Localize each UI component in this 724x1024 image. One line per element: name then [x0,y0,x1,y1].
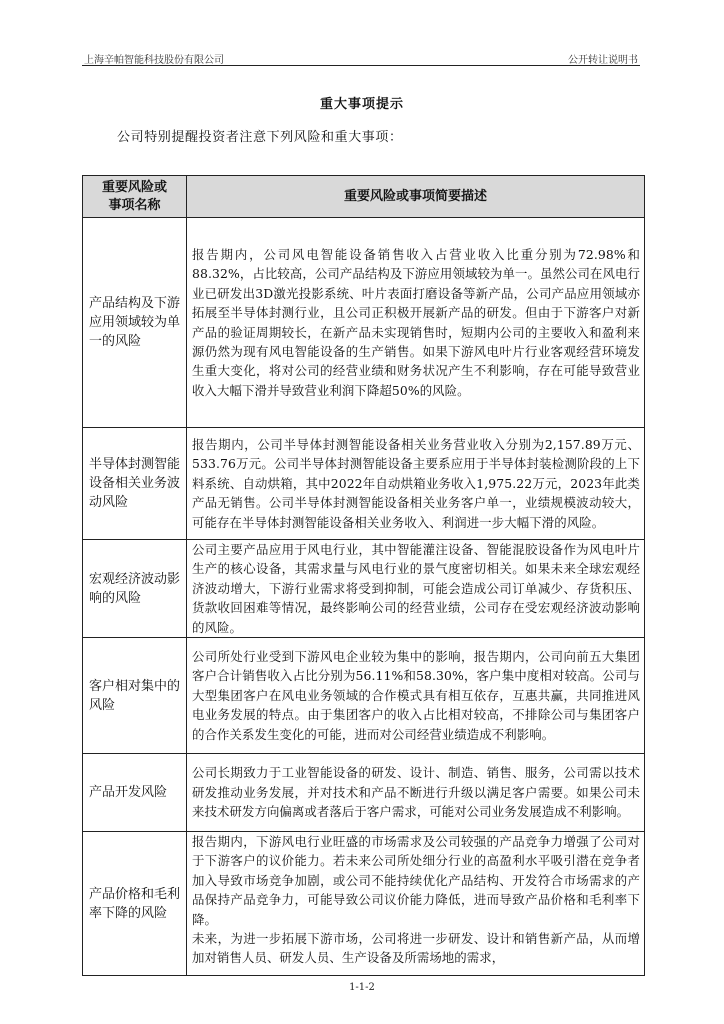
table-row [83,638,645,754]
header-document-type: 公开转让说明书 [568,55,638,66]
table-row [83,754,645,832]
risk-description-paragraph: 未来，为进一步拓展下游市场，公司将进一步研发、设计和销售新产品，从而增加对销售人员、研发人员、生产设备及所需场地的需求， [192,931,640,966]
column-header-risk-name-text: 重要风险或事项名称 [101,179,167,213]
risk-name-cell: 半导体封测智能设备相关业务波动风险 [83,428,187,540]
risk-description-paragraph: 公司所处行业受到下游风电企业较为集中的影响，报告期内，公司向前五大集团客户合计销售收入占比分别为56.11%和58.30%，客户集中度相对较高。公司与大型集团客户在风电业务领域的合作模式具有相互依存，互惠共赢，共同推进风电业务发展的特点。由于集团客户的收入占比相对较高，不排除公司与集团客户的合作关系发生变化的可能，进而对公司经营业绩造成不利影响。 [192,649,640,742]
risk-description-paragraph: 报告期内，下游风电行业旺盛的市场需求及公司较强的产品竞争力增强了公司对于下游客户的议价能力。若未来公司所处细分行业的高盈利水平吸引潜在竞争者加入导致市场竞争加剧，或公司不能持续优化产品结构、开发符合市场需求的产品保持产品竞争力，可能导致公司议价能力降低，进而导致产品价格和毛利率下降。 [192,834,640,927]
risk-description-cell [187,832,645,976]
risk-name-cell: 宏观经济波动影响的风险 [83,540,187,638]
risk-table [82,175,645,976]
risk-description-cell [187,638,645,754]
page-header [82,50,640,66]
table-row [83,218,645,428]
risk-description-paragraph: 公司长期致力于工业智能设备的研发、设计、制造、销售、服务，公司需以技术研发推动业务发展，并对技术和产品不断进行升级以满足客户需要。如果公司未来技术研发方向偏离或者落后于客户需求，可能对公司业务发展造成不利影响。 [192,765,640,820]
risk-name-cell: 客户相对集中的风险 [83,638,187,754]
risk-description-paragraph: 公司主要产品应用于风电行业，其中智能灌注设备、智能混胶设备作为风电叶片生产的核心设备，其需求量与风电行业的景气度密切相关。如果未来全球宏观经济波动增大，下游行业需求将受到抑制，可能会造成公司订单减少、存货积压、货款收回困难等情况，最终影响公司的经营业绩，公司存在受宏观经济波动影响的风险。 [192,542,640,635]
table-row [83,832,645,976]
page-number: 1-1-2 [349,982,375,993]
table-row [83,428,645,540]
column-header-risk-name [83,176,187,218]
risk-name-cell: 产品开发风险 [83,754,187,832]
risk-description-cell [187,218,645,428]
table-row [83,540,645,638]
risk-description-cell [187,540,645,638]
risk-description-cell [187,754,645,832]
column-header-risk-description: 重要风险或事项简要描述 [187,176,645,218]
risk-description-cell [187,428,645,540]
risk-description-paragraph: 报告期内，公司风电智能设备销售收入占营业收入比重分别为72.98%和88.32%，占比较高，公司产品结构及下游应用领域较为单一。虽然公司在风电行业已研发出3D激光投影系统、叶片表面打磨设备等新产品，公司产品应用领域亦拓展至半导体封测行业，且公司正积极开展新产品的研发。但由于下游客户对新产品的验证周期较长，在新产品未实现销售时，短期内公司的主要收入和盈利来源仍然为现有风电智能设备的生产销售。如果下游风电叶片行业客观经营环境发生重大变化，将对公司的经营业绩和财务状况产生不利影响，存在可能导致营业收入大幅下滑并导致营业利润下降超50%的风险。 [192,246,640,398]
table-header-row [83,176,645,218]
risk-description-paragraph: 报告期内，公司半导体封测智能设备相关业务营业收入分别为2,157.89万元、533.76万元。公司半导体封测智能设备主要系应用于半导体封装检测阶段的上下料系统、自动烘箱，其中2022年自动烘箱业务收入1,975.22万元，2023年此类产品无销售。公司半导体封测智能设备相关业务客户单一，业绩规模波动较大，可能存在半导体封测智能设备相关业务收入、利润进一步大幅下滑的风险。 [192,436,640,530]
intro-text: 公司特别提醒投资者注意下列风险和重大事项： [117,130,403,145]
risk-table-body [83,218,645,976]
risk-name-cell: 产品结构及下游应用领域较为单一的风险 [83,218,187,428]
header-company-name: 上海辛帕智能科技股份有限公司 [84,55,224,66]
section-title: 重大事项提示 [319,97,404,112]
risk-name-cell: 产品价格和毛利率下降的风险 [83,832,187,976]
